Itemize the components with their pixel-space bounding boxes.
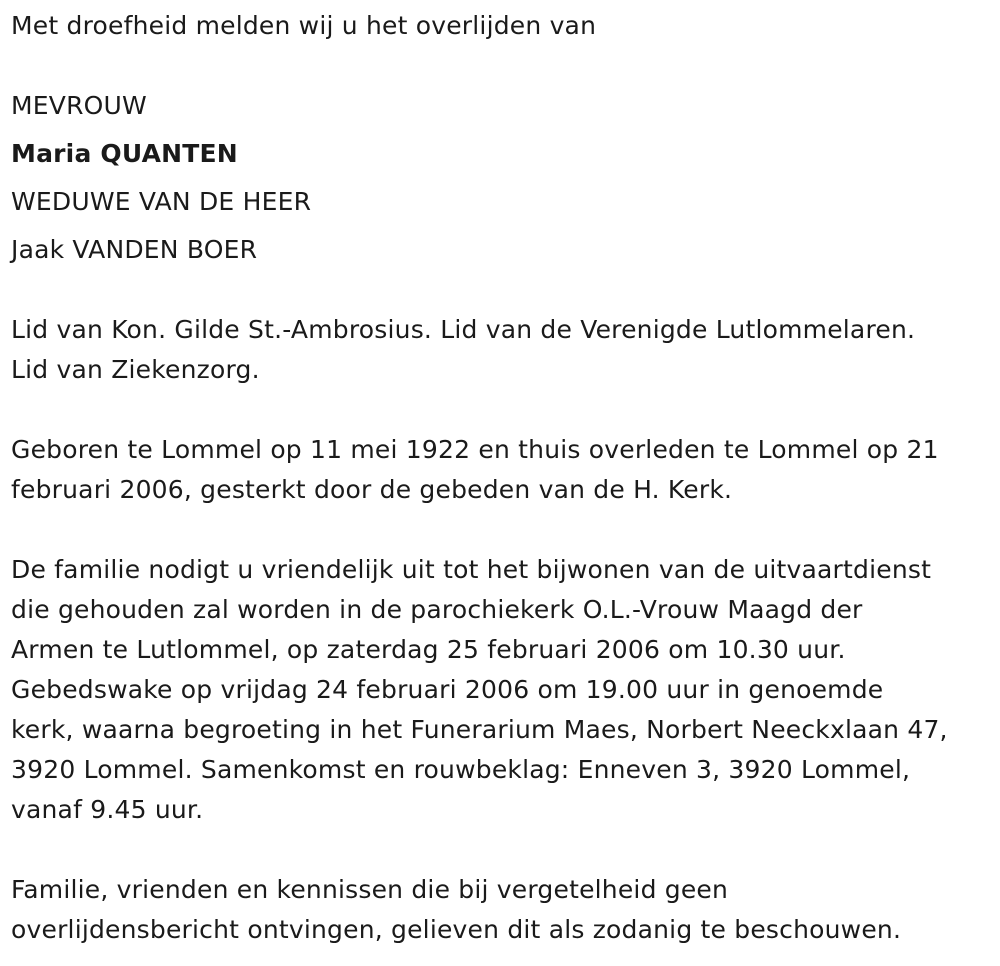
closing-line: overlijdensbericht ontvingen, gelieven dit als zodanig te beschouwen. (11, 915, 902, 944)
intro-text: Met droefheid melden wij u het overlijden van (11, 11, 597, 40)
deceased-title: MEVROUW (11, 91, 147, 120)
closing-line: Familie, vrienden en kennissen die bij vergetelheid geen (11, 875, 729, 904)
deceased-name: Maria QUANTEN (11, 139, 238, 168)
birth-death-line: februari 2006, gesterkt door de gebeden van de H. Kerk. (11, 475, 733, 504)
funeral-line: De familie nodigt u vriendelijk uit tot het bijwonen van de uitvaartdienst (11, 555, 932, 584)
funeral-line: die gehouden zal worden in de parochiekerk O.L.-Vrouw Maagd der (11, 595, 863, 624)
spouse-name: Jaak VANDEN BOER (11, 235, 258, 264)
funeral-line: vanaf 9.45 uur. (11, 795, 204, 824)
funeral-line: Armen te Lutlommel, op zaterdag 25 februari 2006 om 10.30 uur. (11, 635, 846, 664)
relation-text: WEDUWE VAN DE HEER (11, 187, 312, 216)
membership-line: Lid van Kon. Gilde St.-Ambrosius. Lid van de Verenigde Lutlommelaren. (11, 315, 916, 344)
membership-line: Lid van Ziekenzorg. (11, 355, 260, 384)
funeral-line: 3920 Lommel. Samenkomst en rouwbeklag: Enneven 3, 3920 Lommel, (11, 755, 911, 784)
birth-death-line: Geboren te Lommel op 11 mei 1922 en thuis overleden te Lommel op 21 (11, 435, 939, 464)
funeral-line: Gebedswake op vrijdag 24 februari 2006 om 19.00 uur in genoemde (11, 675, 884, 704)
funeral-line: kerk, waarna begroeting in het Funerarium Maes, Norbert Neeckxlaan 47, (11, 715, 948, 744)
